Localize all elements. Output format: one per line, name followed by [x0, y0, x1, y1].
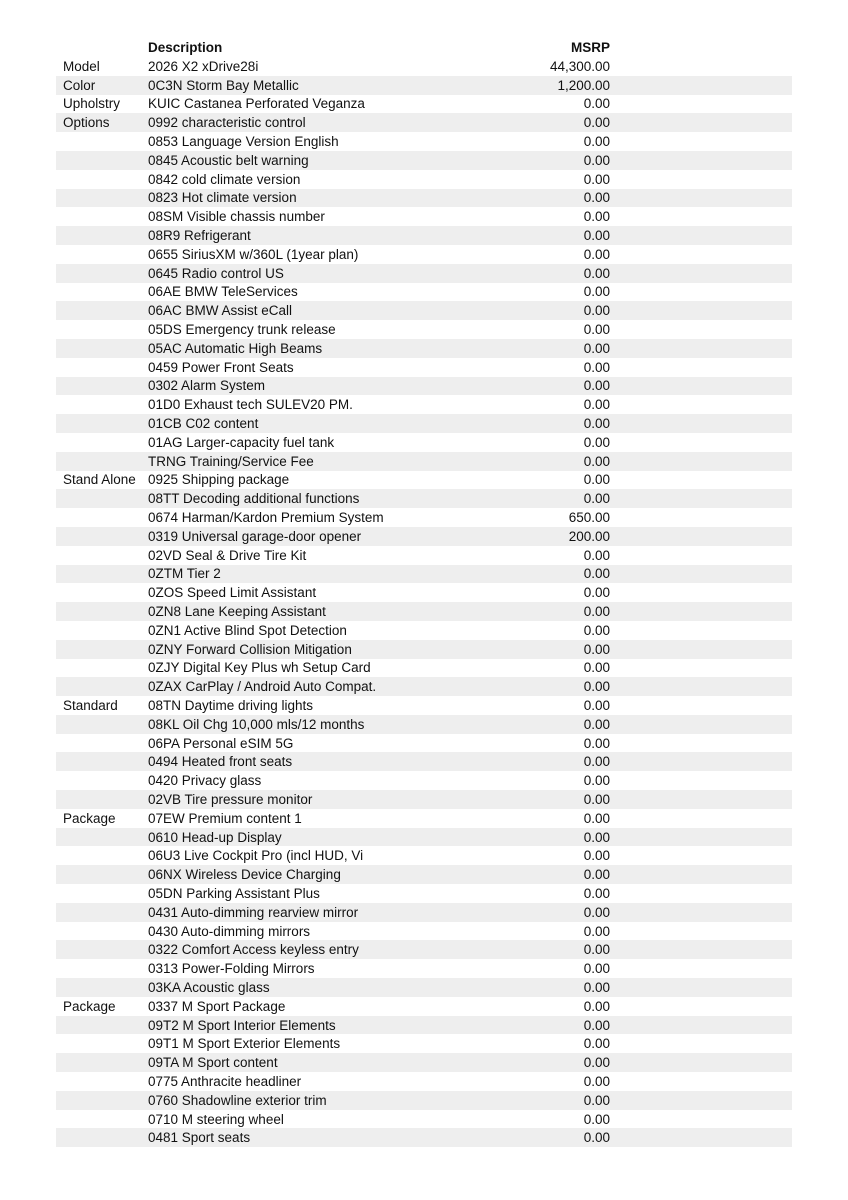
row-msrp: 0.00	[583, 472, 610, 488]
table-row	[56, 414, 792, 433]
table-row	[56, 752, 792, 771]
table-row	[56, 1128, 792, 1147]
row-msrp: 0.00	[583, 378, 610, 394]
row-description: 0430 Auto-dimming mirrors	[148, 923, 311, 939]
table-row	[56, 471, 792, 490]
table-row	[56, 940, 792, 959]
table-row	[56, 1053, 792, 1072]
row-msrp: 0.00	[583, 416, 610, 432]
table-row	[56, 1034, 792, 1053]
row-description: 0322 Comfort Access keyless entry	[148, 942, 359, 958]
table-row	[56, 546, 792, 565]
table-row	[56, 715, 792, 734]
row-msrp: 0.00	[583, 453, 610, 469]
row-msrp: 0.00	[583, 1073, 610, 1089]
row-msrp: 0.00	[583, 622, 610, 638]
table-row	[56, 170, 792, 189]
price-sheet	[56, 38, 792, 1147]
row-msrp: 0.00	[583, 998, 610, 1014]
row-msrp: 0.00	[583, 1017, 610, 1033]
table-row	[56, 1016, 792, 1035]
table-row	[56, 583, 792, 602]
row-description: 08TT Decoding additional functions	[148, 491, 360, 507]
row-description: 0481 Sport seats	[148, 1130, 251, 1146]
row-description: 0319 Universal garage-door opener	[148, 528, 362, 544]
table-row	[56, 95, 792, 114]
row-description: 0842 cold climate version	[148, 171, 301, 187]
row-msrp: 0.00	[583, 491, 610, 507]
row-msrp: 0.00	[583, 171, 610, 187]
row-msrp: 0.00	[583, 641, 610, 657]
row-msrp: 0.00	[583, 735, 610, 751]
table-row	[56, 113, 792, 132]
row-description: KUIC Castanea Perforated Veganza	[148, 96, 365, 112]
row-description: 09TA M Sport content	[148, 1055, 278, 1071]
table-row	[56, 452, 792, 471]
row-msrp: 0.00	[583, 829, 610, 845]
row-description: 07EW Premium content 1	[148, 810, 302, 826]
row-msrp: 0.00	[583, 923, 610, 939]
row-msrp: 0.00	[583, 228, 610, 244]
row-description: 0645 Radio control US	[148, 265, 284, 281]
table-row	[56, 978, 792, 997]
row-msrp: 200.00	[568, 528, 610, 544]
row-description: 0845 Acoustic belt warning	[148, 152, 309, 168]
table-row	[56, 339, 792, 358]
row-description: 0610 Head-up Display	[148, 829, 282, 845]
row-msrp: 0.00	[583, 867, 610, 883]
table-row	[56, 226, 792, 245]
row-msrp: 0.00	[583, 604, 610, 619]
row-description: TRNG Training/Service Fee	[148, 453, 314, 469]
row-msrp: 650.00	[568, 510, 610, 526]
row-msrp: 0.00	[583, 434, 610, 450]
row-msrp: 0.00	[583, 1130, 610, 1146]
row-description: 01CB C02 content	[148, 416, 259, 432]
row-description: 09T1 M Sport Exterior Elements	[148, 1036, 341, 1052]
table-row	[56, 809, 792, 828]
row-description: 0302 Alarm System	[148, 378, 266, 394]
table-row	[56, 132, 792, 151]
row-description: 06U3 Live Cockpit Pro (incl HUD, Vi	[148, 848, 364, 864]
row-description: 05DN Parking Assistant Plus	[148, 885, 320, 901]
row-description: 0337 M Sport Package	[148, 998, 286, 1014]
header-msrp: MSRP	[570, 40, 610, 55]
table-row	[56, 527, 792, 546]
row-msrp: 0.00	[583, 585, 610, 601]
row-msrp: 44,300.00	[549, 58, 610, 74]
row-msrp: 0.00	[583, 284, 610, 300]
row-category: Color	[63, 77, 96, 93]
table-row	[56, 677, 792, 696]
row-description: 0760 Shadowline exterior trim	[148, 1092, 327, 1108]
row-msrp: 0.00	[583, 716, 610, 732]
header-description: Description	[148, 40, 223, 55]
row-description: 0775 Anthracite headliner	[148, 1073, 302, 1089]
row-description: 2026 X2 xDrive28i	[148, 58, 259, 74]
table-header	[56, 38, 792, 57]
table-row	[56, 846, 792, 865]
table-row	[56, 903, 792, 922]
table-row	[56, 959, 792, 978]
row-msrp: 0.00	[583, 547, 610, 563]
row-description: 06AC BMW Assist eCall	[148, 303, 293, 319]
table-row	[56, 734, 792, 753]
row-msrp: 0.00	[583, 773, 610, 789]
row-msrp: 0.00	[583, 340, 610, 356]
table-row	[56, 283, 792, 302]
table-row	[56, 1072, 792, 1091]
row-msrp: 0.00	[583, 303, 610, 319]
row-description: 0420 Privacy glass	[148, 773, 262, 789]
row-description: 0ZOS Speed Limit Assistant	[148, 585, 317, 601]
table-row	[56, 207, 792, 226]
table-row	[56, 922, 792, 941]
row-msrp: 0.00	[583, 697, 610, 713]
row-msrp: 0.00	[583, 1092, 610, 1108]
table-row	[56, 790, 792, 809]
table-row	[56, 57, 792, 76]
row-msrp: 0.00	[583, 134, 610, 150]
row-description: 02VD Seal & Drive Tire Kit	[148, 547, 307, 563]
row-description: 01AG Larger-capacity fuel tank	[148, 434, 335, 450]
table-row	[56, 865, 792, 884]
row-msrp: 0.00	[583, 96, 610, 112]
row-description: 08SM Visible chassis number	[148, 209, 325, 225]
row-description: 09T2 M Sport Interior Elements	[148, 1017, 336, 1033]
row-description: 0ZN8 Lane Keeping Assistant	[148, 604, 326, 619]
table-row	[56, 997, 792, 1016]
row-msrp: 0.00	[583, 791, 610, 807]
row-description: 0C3N Storm Bay Metallic	[148, 77, 299, 93]
row-description: 08TN Daytime driving lights	[148, 697, 314, 713]
table-body	[56, 57, 792, 1147]
table-row	[56, 264, 792, 283]
row-description: 0459 Power Front Seats	[148, 359, 294, 375]
table-row	[56, 696, 792, 715]
row-description: 0ZAX CarPlay / Android Auto Compat.	[148, 679, 377, 695]
table-row	[56, 189, 792, 208]
row-msrp: 0.00	[583, 397, 610, 413]
row-msrp: 0.00	[583, 904, 610, 920]
row-description: 01D0 Exhaust tech SULEV20 PM.	[148, 397, 353, 413]
table-row	[56, 151, 792, 170]
table-row	[56, 602, 792, 621]
row-msrp: 0.00	[583, 979, 610, 995]
row-msrp: 0.00	[583, 810, 610, 826]
row-msrp: 0.00	[583, 359, 610, 375]
table-row	[56, 508, 792, 527]
row-msrp: 0.00	[583, 1111, 610, 1127]
row-description: 0992 characteristic control	[148, 115, 306, 131]
row-category: Options	[63, 115, 110, 131]
row-description: 05AC Automatic High Beams	[148, 340, 323, 356]
row-category: Standard	[63, 697, 118, 713]
row-description: 0ZN1 Active Blind Spot Detection	[148, 622, 347, 638]
row-msrp: 0.00	[583, 848, 610, 864]
table-row	[56, 377, 792, 396]
row-msrp: 0.00	[583, 754, 610, 770]
table-row	[56, 640, 792, 659]
row-msrp: 0.00	[583, 115, 610, 131]
row-msrp: 0.00	[583, 679, 610, 695]
row-description: 08R9 Refrigerant	[148, 228, 251, 244]
row-msrp: 0.00	[583, 190, 610, 206]
table-row	[56, 1110, 792, 1129]
row-description: 08KL Oil Chg 10,000 mls/12 months	[148, 716, 365, 732]
row-description: 05DS Emergency trunk release	[148, 322, 336, 338]
table-row	[56, 489, 792, 508]
table-row	[56, 771, 792, 790]
row-msrp: 0.00	[583, 209, 610, 225]
row-category: Model	[63, 58, 100, 74]
row-msrp: 0.00	[583, 246, 610, 262]
table-row	[56, 358, 792, 377]
table-row	[56, 828, 792, 847]
row-description: 0674 Harman/Kardon Premium System	[148, 510, 384, 526]
table-row	[56, 395, 792, 414]
row-msrp: 0.00	[583, 265, 610, 281]
table-row	[56, 565, 792, 584]
row-description: 0ZTM Tier 2	[148, 566, 221, 582]
table-row	[56, 1091, 792, 1110]
row-msrp: 1,200.00	[557, 77, 610, 93]
row-msrp: 0.00	[583, 566, 610, 582]
row-msrp: 0.00	[583, 152, 610, 168]
row-description: 06NX Wireless Device Charging	[148, 867, 341, 883]
row-msrp: 0.00	[583, 1055, 610, 1071]
row-category: Stand Alone	[63, 472, 136, 488]
row-msrp: 0.00	[583, 322, 610, 338]
row-description: 0ZJY Digital Key Plus wh Setup Card	[148, 660, 371, 676]
table-row	[56, 621, 792, 640]
row-description: 0313 Power-Folding Mirrors	[148, 961, 315, 977]
row-msrp: 0.00	[583, 660, 610, 676]
row-description: 0853 Language Version English	[148, 134, 339, 150]
table-row	[56, 433, 792, 452]
row-description: 0710 M steering wheel	[148, 1111, 284, 1127]
table-row	[56, 301, 792, 320]
table-row	[56, 76, 792, 95]
row-description: 03KA Acoustic glass	[148, 979, 270, 995]
row-msrp: 0.00	[583, 942, 610, 958]
row-description: 0925 Shipping package	[148, 472, 290, 488]
row-description: 0823 Hot climate version	[148, 190, 297, 206]
row-category: Upholstry	[63, 96, 121, 112]
row-description: 06AE BMW TeleServices	[148, 284, 298, 300]
row-description: 0ZNY Forward Collision Mitigation	[148, 641, 352, 657]
row-category: Package	[63, 998, 116, 1014]
row-category: Package	[63, 810, 116, 826]
row-description: 02VB Tire pressure monitor	[148, 791, 313, 807]
table-row	[56, 245, 792, 264]
row-msrp: 0.00	[583, 885, 610, 901]
row-description: 0655 SiriusXM w/360L (1year plan)	[148, 246, 359, 262]
row-msrp: 0.00	[583, 961, 610, 977]
row-description: 0431 Auto-dimming rearview mirror	[148, 904, 359, 920]
table-row	[56, 884, 792, 903]
table-row	[56, 659, 792, 678]
row-msrp: 0.00	[583, 1036, 610, 1052]
row-description: 0494 Heated front seats	[148, 754, 293, 770]
row-description: 06PA Personal eSIM 5G	[148, 735, 294, 751]
table-row	[56, 320, 792, 339]
